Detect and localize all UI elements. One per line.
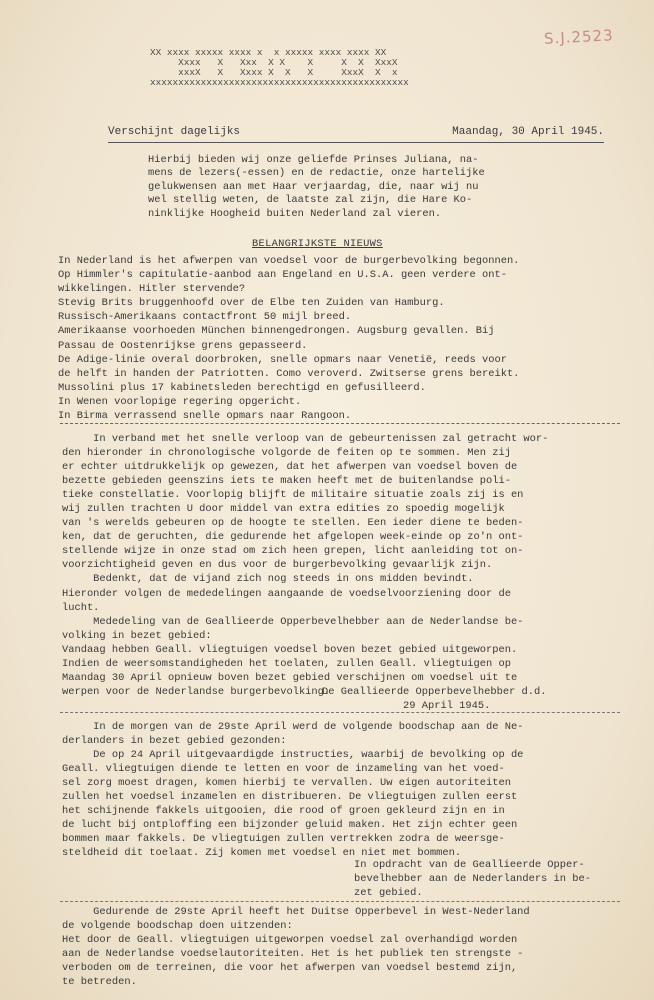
news-summary-list: In Nederland is het afwerpen van voedsel voor de burgerbevolking begonnen. Op Himmler's capitulatie-aanbod aan Engeland en U.S.A. geen verdere ont- wikkelingen. Hitler stervende? Stevig Brits bruggenhoofd over de Elbe ten Zuiden van Hamburg. Russisch-Amerikaans contactfront 50 mijl breed. Amerikaanse voorhoeden München binnengedrongen. Augsburg gevallen. Bij Passau de Oostenrijkse grens gepasseerd. De Adige-linie overal doorbroken, snelle opmars naar Venetië, reeds voor de helft in handen der Patriotten. Como veroverd. Zwitserse grens bereikt. Mussolini plus 17 kabinetsleden berechtigd en gefusilleerd. In Wenen voorlopige regering opgericht. In Birma verrassend snelle opmars naar Rangoon.: [58, 255, 520, 423]
issue-date: Maandag, 30 April 1945.: [452, 126, 604, 138]
header-line: [108, 126, 604, 138]
allied-message-signature: In opdracht van de Geallieerde Opper- bevelhebber aan de Nederlanders in be- zet gebied.: [354, 859, 591, 899]
header-divider: [108, 142, 604, 143]
section-divider-2: [60, 712, 620, 713]
allied-message-text: In de morgen van de 29ste April werd de volgende boodschap aan de Ne- derlanders in bezet gebied gezonden: De op 24 April uitgevaardigde instructies, waarbij de bevolking op de Geall. vliegtuigen diende te letten en voor de inzameling van het voed- sel zorg moest dragen, komen hierbij te vervallen. Uw eigen autoriteiten zullen het voedsel inzamelen en distribueren. De vliegtuigen zullen eerst het schijnende fakkels uitgooien, die rood of groen gekleurd zijn en in de lucht bij ontploffing een bijzonder geluid maken. Het zijn echter geen bommen maar fakkels. De vliegtuigen zullen vertrekken zodra de weersge- steldheid dit toelaat. Zij komen met voedsel en niet met bommen.: [62, 721, 524, 860]
news-heading: BELANGRIJKSTE NIEUWS: [252, 238, 383, 250]
birthday-greeting-paragraph: Hierbij bieden wij onze geliefde Prinses Juliana, na- mens de lezers(-essen) en de redactie, onze hartelijke gelukwensen aan met Haar verjaardag, die, naar wij nu wel stellig weten, de laatste zal zijn, die Hare Ko- ninklijke Hoogheid buiten Nederland zal vieren.: [148, 154, 485, 220]
section-divider-3: [60, 901, 620, 902]
commander-signature-block: De Geallieerde Opperbevelhebber d.d. 29 April 1945.: [322, 686, 547, 712]
publication-frequency: Verschijnt dagelijks: [108, 126, 241, 138]
german-command-message-text: Gedurende de 29ste April heeft het Duitse Opperbevel in West-Nederland de volgende boodschap doen uitzenden: Het door de Geall. vliegtuigen uitgeworpen voedsel zal overhandigd worden aan de Nederlandse voedselautoriteiten. Het is het publiek ten strengste - verboden om de terreinen, die voor het afwerpen van voedsel bestemd zijn, te betreden.: [62, 906, 530, 989]
section-divider: [60, 423, 620, 424]
food-drop-announcement-text: In verband met het snelle verloop van de gebeurtenissen zal getracht wor- den hieronder in chronologische volgorde de feiten op te sommen. Men zij er echter uitdrukkelijk op gewezen, dat het afwerpen van voedsel boven de bezette gebieden geenszins iets te maken heeft met de buitenlandse poli- tieke constellatie. Voorlopig blijft de militaire situatie zoals zij is en wij zullen trachten U door middel van extra edities zo spoedig mogelijk van 's werelds gebeuren op de hoogte te stellen. Een ieder diene te beden- ken, dat de geruchten, die gedurende het afgelopen week-einde op zo'n ont- stellende wijze in onze stad om zich heen grepen, licht aanleiding tot on- voorzichtigheid geven en dus voor de burgerbevolking gevaarlijk zijn. Bedenkt, dat de vijand zich nog steeds in ons midden bevindt. Hieronder volgen de mededelingen aangaande de voedselvoorziening door de lucht. Mededeling van de Geallieerde Opperbevelhebber aan de Nederlandse be- volking in bezet gebied: Vandaag hebben Geall. vliegtuigen voedsel boven bezet gebied uitgeworpen. Indien de weersomstandigheden het toelaten, zullen Geall. vliegtuigen op Maandag 30 April opnieuw boven bezet gebied verschijnen om voedsel uit te werpen voor de Nederlandse burgerbevolking.: [62, 433, 549, 698]
archive-stamp: S.J.2523: [543, 26, 615, 48]
masthead-typed-banner: XX xxxx xxxxx xxxx x x xxxxx xxxx xxxx XX Xxxx X Xxx X X X X X XxxX xxxX X Xxxx X X X XxxX X x xxxxxxxxxxxxxxxxxxxxxxxxxxxxxxxxxxxxxxxxxxxxxx: [150, 47, 409, 88]
